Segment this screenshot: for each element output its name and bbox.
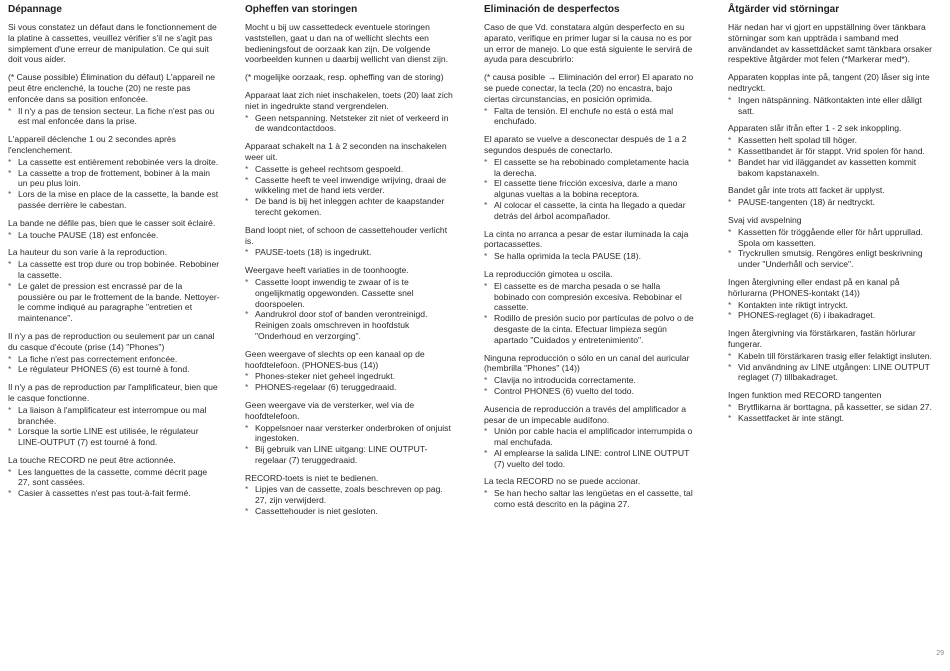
troubleshooting-section: [245, 265, 457, 342]
remedy-item: * La cassette est trop dure ou trop bobinée. Rebobiner la cassette.: [8, 259, 220, 281]
remedy-item: * Kassetten för tröggående eller för hårt upprullad. Spola om kassetten.: [728, 227, 940, 249]
remedy-item: * PAUSE-tangenten (18) är nedtryckt.: [728, 197, 940, 208]
section-heading: Här nedan har vi gjort en uppställning över tänkbara störningar som kan uppträda i samband med användandet av kassettdäcket samt tänkbara orsaker respektive åtgärder mot felen (*Markerar med*).: [728, 22, 932, 65]
troubleshooting-section: [8, 134, 220, 211]
section-heading: Ingen funktion med RECORD tangenten: [728, 390, 882, 401]
remedy-item: * Se halla oprimida la tecla PAUSE (18).: [484, 251, 696, 262]
troubleshooting-section: [8, 72, 220, 127]
section-heading: Mocht u bij uw cassettedeck eventuele storingen vaststellen, gaat u dan na of wellicht slechts een bedieningsfout de oorzaak kan zijn. De volgende voorbeelden kunnen u daarbij wellicht van dienst zijn.: [245, 22, 449, 65]
troubleshooting-section: [8, 455, 220, 499]
troubleshooting-section: [245, 473, 457, 517]
remedy-item: * Vid användning av LINE utgången: LINE OUTPUT reglaget (7) tillbakadraget.: [728, 362, 940, 384]
section-heading: La touche RECORD ne peut être actionnée.: [8, 454, 176, 465]
column-french: [8, 0, 220, 506]
remedy-item: * Geen netspanning. Netsteker zit niet of verkeerd in de wandcontactdoos.: [245, 113, 457, 135]
troubleshooting-section: [8, 247, 220, 324]
remedy-item: * Tryckrullen smutsig. Rengöres enligt beskrivning under "Underhåll och service".: [728, 248, 940, 270]
section-heading: Si vous constatez un défaut dans le fonctionnement de la platine à cassettes, veuillez vérifier s'il ne s'agit pas simplement d'une erreur de manipulation. Ce qui suit doit vous aider.: [8, 22, 217, 65]
remedy-item: * Se han hecho saltar las lengüetas en el cassette, tal como está descrito en la página 27.: [484, 488, 696, 510]
troubleshooting-section: [245, 22, 457, 65]
troubleshooting-section: [484, 476, 696, 509]
remedy-item: * Lors de la mise en place de la cassette, la bande est passée derrière le cabestan.: [8, 189, 220, 211]
section-heading: Ausencia de reproducción a través del amplificador a pesar de un impecable audífono.: [484, 403, 687, 425]
troubleshooting-section: [728, 123, 940, 178]
section-heading: Weergave heeft variaties in de toonhoogte.: [245, 265, 409, 276]
column-dutch: [245, 0, 457, 524]
page-number: 29: [936, 650, 944, 657]
remedy-item: * Brytflikarna är borttagna, på kassetter, se sidan 27.: [728, 402, 940, 413]
section-heading: Band loopt niet, of schoon de cassettehouder verlicht is.: [245, 224, 448, 246]
troubleshooting-section: [8, 382, 220, 448]
troubleshooting-section: [484, 353, 696, 397]
section-heading: Geen weergave via de versterker, wel via de hoofdtelefoon.: [245, 399, 415, 421]
remedy-item: * PHONES-reglaget (6) i ibakadraget.: [728, 310, 940, 321]
troubleshooting-section: [245, 141, 457, 218]
troubleshooting-section: [245, 90, 457, 134]
troubleshooting-section: [484, 72, 696, 127]
section-heading: Geen weergave of slechts op een kanaal op de hoofdtelefoon. (PHONES-bus (14)): [245, 348, 425, 370]
troubleshooting-section: [484, 404, 696, 470]
remedy-item: * Bandet har vid iläggandet av kassetten kommit bakom kapstanaxeln.: [728, 157, 940, 179]
troubleshooting-section: [8, 331, 220, 375]
column-title: Dépannage: [8, 4, 62, 15]
section-heading: Ingen återgivning via förstärkaren, fastän hörlurar fungerar.: [728, 328, 916, 349]
remedy-item: * Falta de tensión. El enchufe no está o está mal enchufado.: [484, 106, 696, 128]
section-heading: El aparato se vuelve a desconectar después de 1 a 2 segundos después de conectarlo.: [484, 134, 687, 155]
section-heading: La bande ne défile pas, bien que le casser soit éclairé.: [8, 217, 216, 228]
remedy-item: * Clavija no introducida correctamente.: [484, 375, 696, 386]
remedy-item: * La cassette a trop de frottement, bobiner à la main un peu plus loin.: [8, 168, 220, 190]
section-heading: Apparaten kopplas inte på, tangent (20) låser sig inte nedtryckt.: [728, 72, 930, 93]
section-heading: Bandet går inte trots att facket är upplyst.: [728, 185, 885, 196]
troubleshooting-section: [728, 390, 940, 423]
remedy-item: * Il n'y a pas de tension secteur. La fiche n'est pas ou est mal enfoncée dans la prise.: [8, 106, 220, 128]
troubleshooting-section: [484, 269, 696, 346]
remedy-item: * La liaison à l'amplificateur est interrompue ou mal branchée.: [8, 405, 220, 427]
section-heading: La hauteur du son varie à la reproduction.: [8, 247, 168, 258]
section-heading: La cinta no arranca a pesar de estar iluminada la caja portacassettes.: [484, 228, 689, 250]
remedy-item: * Al emplearse la salida LINE: control LINE OUTPUT (7) vuelto del todo.: [484, 448, 696, 470]
remedy-item: * Le régulateur PHONES (6) est tourné à fond.: [8, 364, 220, 375]
section-heading: (* mogelijke oorzaak, resp. opheffing van de storing): [245, 72, 444, 83]
troubleshooting-section: [8, 22, 220, 65]
section-heading: Svaj vid avspelning: [728, 214, 802, 225]
remedy-item: * Aandrukrol door stof of banden verontreinigd. Reinigen zoals omschreven in hoofdstuk "Onderhoud en verzorging".: [245, 309, 457, 341]
remedy-item: * Lorsque la sortie LINE est utilisée, le régulateur LINE-OUTPUT (7) est tourné à fond.: [8, 426, 220, 448]
troubleshooting-section: [728, 72, 940, 116]
troubleshooting-section: [728, 185, 940, 208]
troubleshooting-section: [484, 134, 696, 221]
column-spanish: [484, 0, 696, 517]
troubleshooting-section: [728, 277, 940, 321]
section-heading: L'appareil déclenche 1 ou 2 secondes après l'enclenchement.: [8, 134, 176, 155]
troubleshooting-section: [484, 22, 696, 65]
troubleshooting-section: [484, 229, 696, 262]
remedy-item: * Unión por cable hacia el amplificador interrumpida o mal enchufada.: [484, 426, 696, 448]
remedy-item: * Kassetten helt spolad till höger.: [728, 135, 940, 146]
remedy-item: * Kontakten inte riktigt intryckt.: [728, 300, 940, 311]
remedy-item: * Kassettbandet är för stappt. Vrid spolen för hand.: [728, 146, 940, 157]
section-heading: Apparaat schakelt na 1 à 2 seconden na inschakelen weer uit.: [245, 141, 447, 162]
section-heading: Ninguna reproducción o sólo en un canal del auricular (hembrilla "Phones" (14)): [484, 352, 690, 374]
remedy-item: * Ingen nätspänning. Nätkontakten inte eller dåligt satt.: [728, 95, 940, 117]
remedy-item: * El cassette es de marcha pesada o se halla bobinado con compresión excesiva. Rebobinar el cassette.: [484, 281, 696, 313]
remedy-item: * La cassette est entièrement rebobinée vers la droite.: [8, 157, 220, 168]
column-swedish: [728, 0, 940, 431]
remedy-item: * Cassette heeft te veel inwendige wrijving, draai de wikkeling met de hand iets verder.: [245, 175, 457, 197]
remedy-item: * Rodillo de presión sucio por partículas de polvo o de desgaste de la cinta. Efectuar limpieza según apartado "Cuidados y entretenimiento".: [484, 313, 696, 345]
remedy-item: * Phones-steker niet geheel ingedrukt.: [245, 371, 457, 382]
section-heading: Il n'y a pas de reproduction ou seulement par un canal du casque d'écoute (prise (14) "Phones"): [8, 330, 215, 352]
column-title: Åtgärder vid störningar: [728, 4, 840, 15]
remedy-item: * Kabeln till förstärkaren trasig eller felaktigt insluten.: [728, 351, 940, 362]
section-heading: La reproducción gimotea u oscila.: [484, 268, 613, 279]
troubleshooting-section: [728, 215, 940, 270]
column-title: Eliminación de desperfectos: [484, 4, 620, 15]
section-heading: (* Cause possible) Élimination du défaut) L'appareil ne peut être enclenché, la touche (20) ne reste pas enfoncée dans sa position enfoncée.: [8, 72, 216, 104]
section-heading: Ingen återgivning eller endast på en kanal på hörlurarna (PHONES-kontakt (14)): [728, 276, 900, 298]
remedy-item: * La touche PAUSE (18) est enfoncée.: [8, 230, 220, 241]
section-heading: Il n'y a pas de reproduction par l'amplificateur, bien que le casque fonctionne.: [8, 382, 218, 403]
remedy-item: * Le galet de pression est encrassé par de la poussière ou par le frottement de la bande. Nettoyer-le comme indiqué au paragraphe "entretien et maintenance".: [8, 281, 220, 324]
remedy-item: * Control PHONES (6) vuelto del todo.: [484, 386, 696, 397]
remedy-item: * Cassettehouder is niet gesloten.: [245, 506, 457, 517]
remedy-item: * De band is bij het inleggen achter de kaapstander terecht gekomen.: [245, 196, 457, 218]
section-heading: Apparaat laat zich niet inschakelen, toets (20) laat zich niet in ingedrukte stand vergrendelen.: [245, 89, 453, 111]
remedy-item: * Cassette loopt inwendig te zwaar of is te ongelijkmatig opgewonden. Cassette snel doorspoelen.: [245, 277, 457, 309]
column-title: Opheffen van storingen: [245, 4, 358, 15]
troubleshooting-section: [245, 400, 457, 466]
section-heading: La tecla RECORD no se puede accionar.: [484, 476, 641, 487]
section-heading: RECORD-toets is niet te bedienen.: [245, 472, 379, 483]
remedy-item: * Bij gebruik van LINE uitgang: LINE OUTPUT-regelaar (7) teruggedraaid.: [245, 444, 457, 466]
troubleshooting-section: [8, 218, 220, 241]
remedy-item: * El cassette se ha rebobinado completamente hacia la derecha.: [484, 157, 696, 179]
section-heading: Apparaten slår ifrån efter 1 - 2 sek inkoppling.: [728, 123, 902, 134]
remedy-item: * La fiche n'est pas correctement enfoncée.: [8, 354, 220, 365]
remedy-item: * Lipjes van de cassette, zoals beschreven op pag. 27, zijn verwijderd.: [245, 484, 457, 506]
troubleshooting-section: [245, 72, 457, 83]
remedy-item: * PHONES-regelaar (6) teruggedraaid.: [245, 382, 457, 393]
troubleshooting-section: [728, 22, 940, 65]
remedy-item: * Koppelsnoer naar versterker onderbroken of onjuist ingestoken.: [245, 423, 457, 445]
remedy-item: * Les languettes de la cassette, comme décrit page 27, sont cassées.: [8, 467, 220, 489]
remedy-item: * Cassette is geheel rechtsom gespoeld.: [245, 164, 457, 175]
remedy-item: * Kassettfacket är inte stängt.: [728, 413, 940, 424]
remedy-item: * Casier à cassettes n'est pas tout-à-fait fermé.: [8, 488, 220, 499]
section-heading: Caso de que Vd. constatara algún desperfecto en su aparato, verifique en primer lugar si la causa no es por un error de manejo. Lo que está siguiente le servirá de ayuda para descubrirlo:: [484, 22, 693, 65]
remedy-item: * El cassette tiene fricción excesiva, darle a mano algunas vueltas a la bobina receptora.: [484, 178, 696, 200]
troubleshooting-section: [245, 349, 457, 393]
troubleshooting-section: [728, 328, 940, 383]
remedy-item: * PAUSE-toets (18) is ingedrukt.: [245, 247, 457, 258]
troubleshooting-section: [245, 225, 457, 258]
remedy-item: * Al colocar el cassette, la cinta ha llegado a quedar detrás del árbol acompañador.: [484, 200, 696, 222]
section-heading: (* causa posible → Eliminación del error) El aparato no se puede conectar, la tecla (20) no encastra, bajo ciertas circunstancias, en posición oprimida.: [484, 72, 694, 104]
